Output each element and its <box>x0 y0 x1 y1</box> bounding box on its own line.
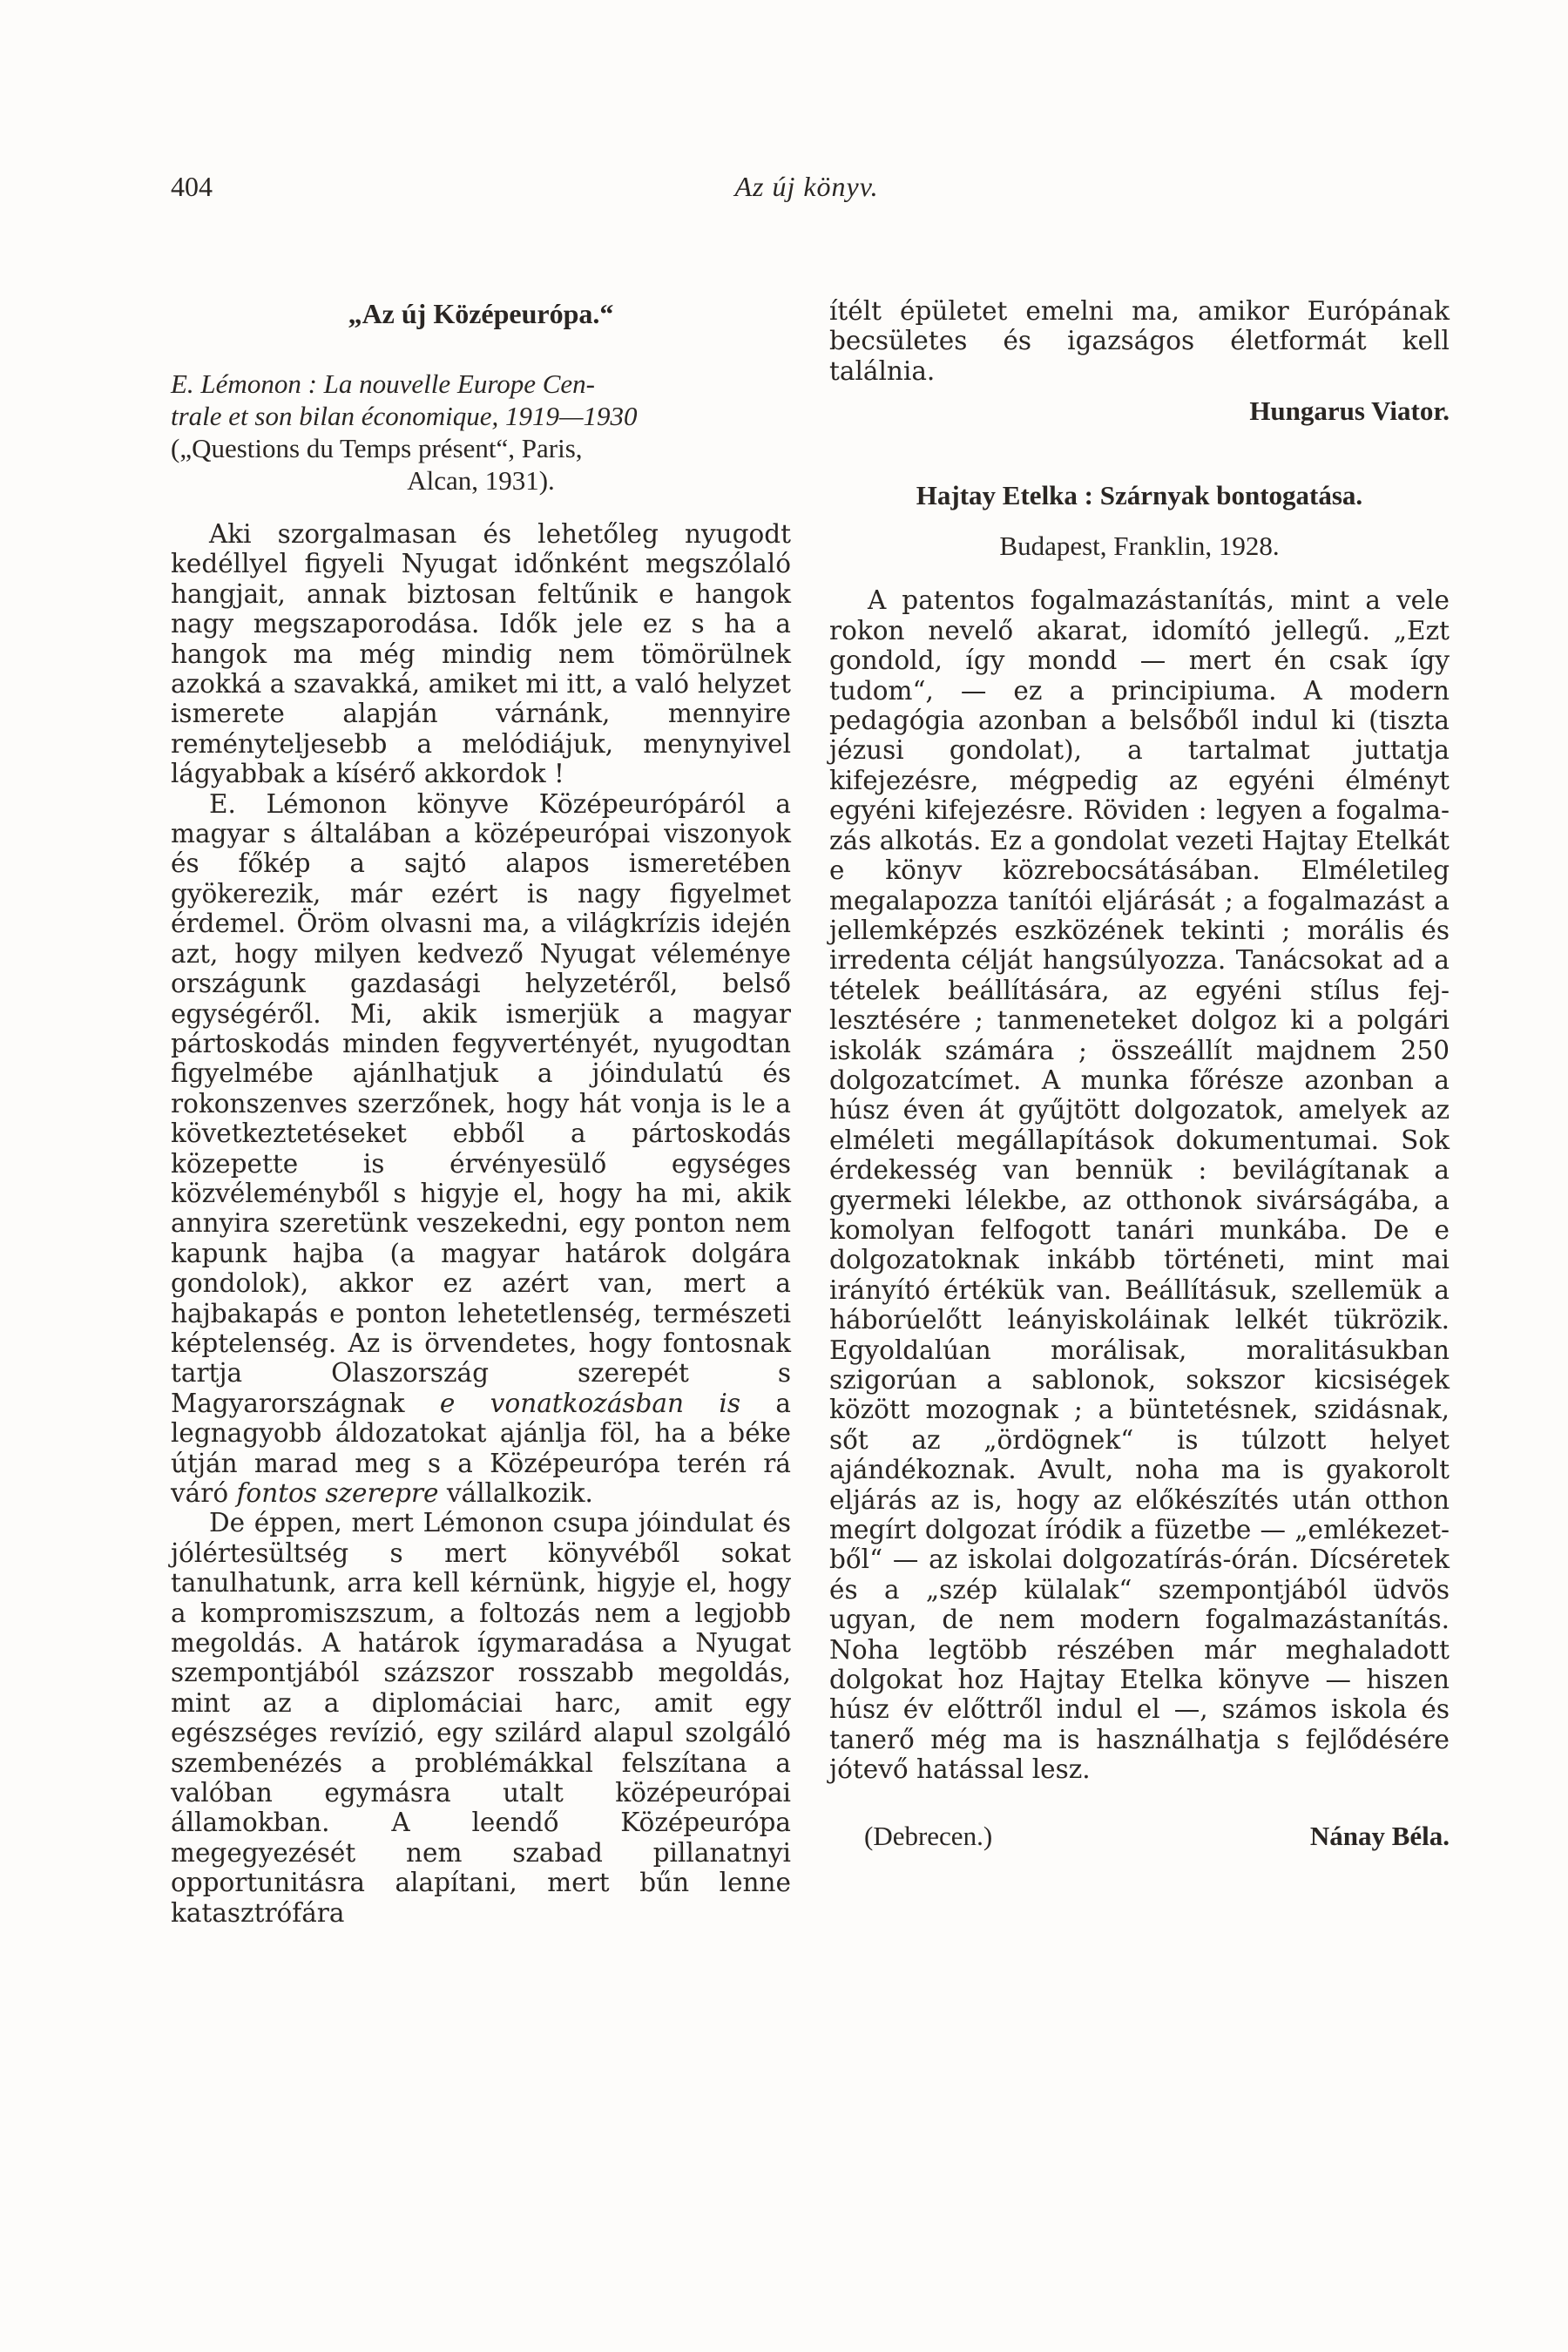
bib-line-1: E. Lémonon : La nouvelle Europe Cen- <box>171 368 596 399</box>
review2-body: A patentos fogalmazástanítás, mint a vele rokon nevelő akarat, idomító jellegű. „Ezt gondold, így mondd — mert én csak így tudom“, — ez a principiuma. A modern pedagógia azonban a belsőből indul ki (tiszta jézusi gondolat), a tartalmat juttatja kifejezésre, mégpedig az egyéni élményt egyéni kifejezésre. Röviden : legyen a fogalmazás alkotás. Ez a gondolat vezeti Hajtay Etelkát e könyv közrebocsátásában. Elméletileg megalapozza tanítói eljárását ; a fogalmazást a jellemképzés eszközének tekinti ; morális és irredenta célját hangsúlyozza. Tanácsokat ad a tételek beállítására, az egyéni stílus fejlesztésére ; tanmeneteket dolgoz ki a polgári iskolák számára ; összeállít majdnem 250 dolgozatcímet. A munka főrésze azonban a húsz éven át gyűjtött dolgozatok, amelyek az elméleti megállapítások dokumentumai. Sok érdekesség van bennük : bevilágítanak a gyermeki lélekbe, az otthonok sivárságába, a komolyan felfogott tanári munkába. De e dolgozatoknak inkább történeti, mint mai irányító értékük van. Beállításuk, szellemük a háborúelőtt leányiskoláinak lelkét tükrözik. Egyoldalúan morálisak, moralitásukban szigorúan a sablonok, sokszor kicsiségek között mozognak ; a büntetésnek, szidásnak, sőt az „ördögnek“ is túlzott helyet ajándékoznak. Avult, noha ma is gyakorolt eljárás az is, hogy az előkészítés után otthon megírt dolgozat íródik a füzetbe — „emlékezetből“ — az iskolai dolgozatírás-órán. Dícséretek és a „szép külalak“ szempontjából üdvös ugyan, de nem modern fogalmazástanítás. Noha legtöbb részében már meghaladott dolgokat hoz Hajtay Etelka könyve — hiszen húsz év előttről indul el —, számos iskola és tanerő még ma is használhatja s fejlődésére jótevő hatással lesz. <box>829 585 1450 1785</box>
page-number: 404 <box>171 171 213 202</box>
review1-paragraph-3: De éppen, mert Lémonon csupa jóindulat és jólértesültség s mert könyvéből sokat tanulhatunk, arra kell kérnünk, higyje el, hogy a kompromiszszum, a foltozás nem a legjobb megoldás. A határok ígymaradása a Nyugat szempontjából százszor rosszabb megoldás, mint az a diplomáciai harc, amit egy egészséges revízió, egy szilárd alapul szolgáló szembenézés a problémákkal felszítana a valóban egymásra utalt középeurópai államokban. A leendő Középeurópa megegyezését nem szabad pillanatnyi opportunitásra alapítani, mert bűn lenne katasztrófára <box>171 1508 791 1928</box>
review1-paragraph-3-continued: ítélt épületet emelni ma, amikor Európának becsületes és igazságos életformát kell találnia. <box>829 296 1450 386</box>
review1-paragraph-1: Aki szorgalmasan és lehetőleg nyugodt kedéllyel figyeli Nyugat időnként megszólaló hangjait, annak biztosan feltűnik e hangok nagy megszaporodása. Idők jele ez s ha a hangok ma még mindig nem tömörülnek azokká a szavakká, amiket mi itt, a való helyzet ismerete alapján várnánk, mennyire reményteljesebb a melódiájuk, menynyivel lágyabbak a kísérő akkordok ! <box>171 519 791 789</box>
paragraph-2-italic-2: fontos szerepre <box>236 1478 439 1508</box>
left-column <box>171 296 791 1928</box>
running-title: Az új könyv. <box>734 171 879 202</box>
bib-line-2: trale et son bilan économique, 1919—1930 <box>171 401 638 431</box>
review1-bibliography <box>171 368 791 464</box>
right-column <box>829 296 1450 1856</box>
review1-paragraph-2 <box>171 789 791 1509</box>
paragraph-2-italic-1: e vonatkozásban is <box>439 1388 740 1418</box>
review2-imprint: Budapest, Franklin, 1928. <box>999 531 1280 562</box>
review1-signature: Hungarus Viator. <box>1249 395 1450 427</box>
bib-line-4: Alcan, 1931). <box>407 465 555 496</box>
paragraph-2-text-b: a legnagyobb áldozatokat ajánlja föl, ha a béke útján marad meg s a Középeurópa terén rá váró <box>171 1388 791 1508</box>
review2-place: (Debrecen.) <box>864 1820 993 1851</box>
paragraph-2-text-c: vállalkozik. <box>446 1478 593 1508</box>
review2-author: Nánay Béla. <box>1309 1820 1450 1851</box>
review1-title: „Az új Középeurópa.“ <box>348 298 614 329</box>
running-head <box>171 171 1443 213</box>
review2-signature-row <box>829 1821 1450 1856</box>
paragraph-2-text-a: E. Lémonon könyve Középeurópáról a magyar s általában a középeurópai viszonyok és főkép a sajtó alapos ismeretében gyökerezik, már ezért is nagy figyelmet érdemel. Öröm olvasni ma, a világkrízis idején azt, hogy milyen kedvező Nyugat véleménye országunk gazdasági helyzetéről, belső egységéről. Mi, akik ismerjük a magyar pártoskodás minden fegyvertényét, nyugodtan figyelmébe ajánlhatjuk a jóindulatú és rokonszenves szerzőnek, hogy hát vonja is le a következtetéseket ebből a pártoskodás közepette is érvényesülő egységes közvéleményből s higyje el, hogy ha mi, akik annyira szeretünk veszekedni, egy ponton nem kapunk hajba (a magyar határok dolgára gondolok), akkor ez azért van, mert a hajbakapás e ponton lehetetlenség, természeti képtelenség. Az is örvendetes, hogy fontosnak tartja Olaszország szerepét s Magyarországnak <box>171 788 791 1418</box>
bib-line-3: („Questions du Temps présent“, Paris, <box>171 433 583 463</box>
review2-title: Hajtay Etelka : Szárnyak bontogatása. <box>916 479 1363 510</box>
